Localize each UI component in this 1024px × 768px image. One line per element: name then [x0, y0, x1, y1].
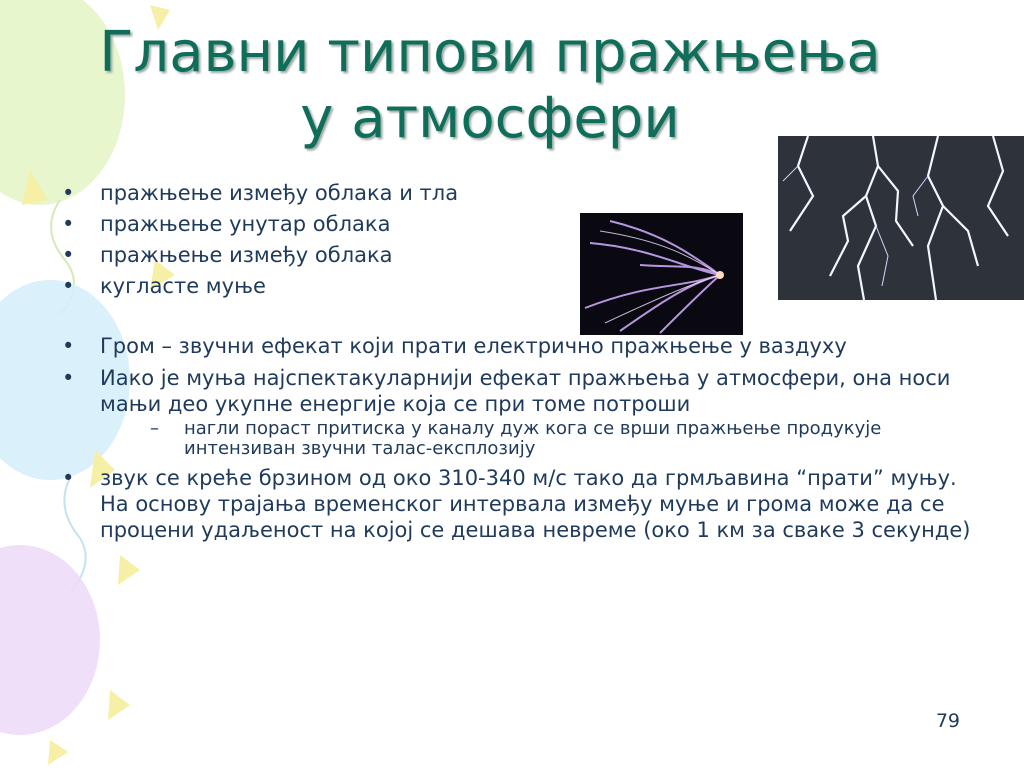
sub-bullet-text: нагли пораст притиска у каналу дуж кога се врши пражњење продукује интензиван звучни талас-експлозију	[184, 418, 882, 459]
title-line-2: у атмосфери	[300, 86, 680, 151]
bullet-item-sound-speed	[62, 465, 982, 543]
bullet-item-inter-cloud	[62, 242, 982, 268]
balloon-violet	[0, 545, 100, 735]
title-line-1: Главни типови пражњења	[99, 20, 881, 85]
bullet-item-cloud-ground	[62, 180, 982, 206]
bullet-text: Гром – звучни ефекат који прати електрично пражњење у ваздуху	[100, 334, 847, 358]
bullet-dot: •	[62, 243, 75, 267]
bullet-item-ball-lightning	[62, 273, 982, 299]
bullet-item-energy	[62, 365, 982, 459]
sub-bullet-pressure	[150, 419, 982, 459]
spark-5	[118, 555, 140, 585]
bullet-dot: •	[62, 181, 75, 205]
bullet-item-intra-cloud	[62, 211, 982, 237]
bullet-dot: •	[62, 212, 75, 236]
bullet-text: звук се креће брзином од око 310-340 м/с тако да грмљавина “прати” муњу. На основу трајања временског интервала између муње и грома може да се процени удаљеност на којој се дешава невреме (око 1 км за сваке 3 секунде)	[100, 466, 971, 542]
bullet-dot: •	[62, 366, 75, 390]
bullet-text: пражњење унутар облака	[100, 212, 391, 236]
slide-title	[40, 20, 940, 152]
bullet-text: пражњење између облака и тла	[100, 181, 459, 205]
bullet-dot: •	[62, 334, 75, 358]
bullet-text: Иако је муња најспектакуларнији ефекат пражњења у атмосфери, она носи мањи део укупне енергије која се при томе потроши	[100, 366, 951, 416]
page-number: 79	[935, 710, 960, 732]
spark-7	[48, 740, 68, 765]
bullet-dot: •	[62, 274, 75, 298]
bullet-item-thunder	[62, 333, 982, 359]
sub-bullet-dash: –	[150, 418, 159, 439]
bullet-list	[62, 180, 982, 543]
spark-6	[108, 690, 130, 720]
bullet-text: кугласте муње	[100, 274, 266, 298]
bullet-dot: •	[62, 466, 75, 490]
bullet-text: пражњење између облака	[100, 243, 393, 267]
